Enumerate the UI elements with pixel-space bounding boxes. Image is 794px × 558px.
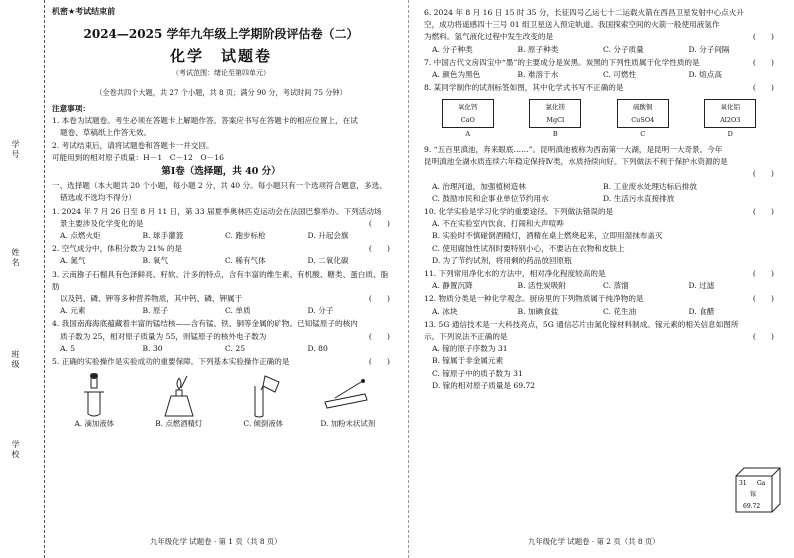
alcohol-lamp-icon (157, 372, 201, 418)
exam-info: （全卷共四个大题，共 27 个小题，共 8 页；满分 90 分，考试时间 75 分钟） (95, 87, 347, 97)
option: B. 30 (142, 343, 163, 353)
notes-heading: 注意事项： (52, 104, 90, 114)
section-desc (52, 180, 390, 204)
reagent-name: 氧化铝 (720, 103, 740, 112)
question-8 (424, 82, 774, 140)
option: A. 镓的原子序数为 31 (432, 344, 508, 354)
option: A. 元素 (60, 306, 86, 316)
option: C. 跑步标枪 (225, 231, 266, 241)
option: B. 活性炭吸附 (517, 281, 566, 291)
option-letter: A (465, 129, 471, 138)
lab-figure-b (145, 372, 213, 430)
option: A. 颜色为黑色 (432, 70, 481, 80)
note-line: 2. 考试结束后，请将试题卷和答题卡一并交回。 (52, 140, 214, 150)
question-2 (52, 243, 390, 267)
reagent-name: 硫酸铜 (633, 103, 653, 112)
reagent-formula: Al2O3 (720, 115, 741, 124)
section-desc-line: 一、选择题（本大题共 20 个小题，每小题 2 分，共 40 分。每小题只有一个选项符合题意，多选、 (52, 181, 387, 191)
option: A. 治理河道，加强植树造林 (432, 181, 526, 191)
stem-line: 4. 我国南海海底蕴藏着丰富的锰结核——含有锰、铁、铜等金属的矿物。已知锰原子的核内 (52, 319, 358, 329)
answer-paren: ( ) (368, 218, 390, 228)
option: D. 熔点高 (688, 70, 722, 80)
answer-paren: ( ) (368, 294, 390, 304)
stem-line: 6. 2024 年 8 月 16 日 15 时 35 分，长征四号乙运七十二运载火箭在西昌卫星发射中心点火升 (424, 8, 744, 17)
question-11 (424, 268, 774, 292)
answer-paren: ( ) (752, 57, 774, 67)
option: A. 不在实验室内饮食、打闹和大声喧哗 (432, 219, 564, 229)
option: C. 蒸馏 (603, 281, 629, 291)
exam-title: 2024—2025 学年九年级上学期阶段评估卷（二） (83, 27, 359, 42)
stem-line: 空，成功将遥感四十三号 01 组卫星送入预定轨道。我国探索空间的火箭一般使用液氢作 (424, 20, 720, 30)
lab-figure-a (60, 372, 128, 430)
option: B. 难溶于水 (517, 70, 559, 80)
option: B. 加碘食盐 (517, 306, 559, 316)
option: B. 镓属于非金属元素 (432, 356, 504, 366)
lab-figure-c (229, 372, 297, 430)
section-desc-line: 错选或不选均不得分） (60, 193, 136, 203)
reagent-labels (424, 97, 774, 140)
option: C. 分子质量 (603, 44, 644, 54)
margin-label-student-id: 学号 (11, 140, 20, 160)
stem-line: 11. 下列常用净化水的方法中，相对净化程度较高的是 (424, 269, 606, 279)
answer-paren: ( ) (752, 332, 774, 342)
answer-paren: ( ) (752, 269, 774, 279)
option-letter: C (640, 129, 646, 138)
option: A. 5 (60, 343, 76, 353)
option: D. 二氧化碳 (307, 256, 349, 266)
option: D. 分子 (307, 306, 334, 316)
reagent-formula: CuSO4 (631, 115, 655, 124)
stem-line: 2. 空气成分中，体积分数为 21% 的是 (52, 244, 183, 254)
stem-line: 景主要涉及化学变化的是 (60, 218, 144, 228)
reagent-name: 氯化镁 (545, 103, 565, 112)
note-line: 1. 本卷为试题卷。考生必须在答题卡上解题作答。答案应书写在答题卡的相应位置上，在试 (52, 116, 358, 126)
question-6 (424, 7, 774, 56)
option: C. 使用腐蚀性试剂时要特别小心，不要沾在衣物和皮肤上 (432, 243, 625, 253)
option: B. 原子 (142, 306, 169, 316)
section-title: 第Ⅰ卷（选择题，共 40 分） (161, 166, 281, 178)
answer-paren: ( ) (368, 331, 390, 341)
option: C. 鼓励市民和企事业单位节约用水 (432, 193, 549, 203)
option: D. 加粉末状试剂 (320, 419, 376, 429)
option: C. 可燃性 (603, 70, 637, 80)
powder-tube-icon (321, 372, 375, 418)
stem-line: 13. 5G 通信技术是一大科技亮点，5G 通信芯片由氮化镓材料制成。镓元素的相关信息如图所 (424, 319, 739, 329)
answer-paren: ( ) (752, 294, 774, 304)
option: B. 原子种类 (517, 44, 559, 54)
question-1 (52, 206, 390, 243)
option: C. 稀有气体 (225, 256, 266, 266)
stem-line: 为燃料。氢气液化过程中发生改变的是 (424, 32, 554, 42)
paper-subtitle: 化学 试题卷 (169, 47, 272, 66)
option: D. 食醋 (688, 306, 715, 316)
element-cell-icon (734, 466, 782, 514)
binding-margin (0, 0, 45, 558)
option: A. 滴加液体 (74, 419, 115, 429)
footer-left: 九年级化学 试题卷 · 第 1 页（共 8 页） (150, 537, 282, 546)
stem-line: 9. “五百里滇池，奔来眼底……”。昆明滇池被称为西南第一大湖，是昆明一大奇景。今年 (424, 145, 723, 155)
pouring-liquid-icon (241, 372, 285, 418)
reagent-label-d (704, 97, 756, 140)
option: D. 镓的相对原子质量是 69.72 (432, 380, 536, 390)
option: B. 工业废水处理达标后排放 (603, 181, 697, 191)
dropper-tube-icon (74, 372, 114, 418)
atomic-mass: 69.72 (743, 503, 761, 510)
question-10 (424, 206, 774, 267)
question-3 (52, 269, 390, 318)
element-name: 镓 (750, 491, 757, 498)
option: B. 实验时不慎碰倒酒精灯，酒精在桌上燃烧起来，立即用湿抹布盖灭 (432, 231, 663, 241)
option: D. 生活污水直接排放 (603, 193, 675, 203)
lab-figure-d (314, 372, 382, 430)
reagent-formula: CaO (460, 115, 475, 124)
option: D. 过滤 (688, 281, 715, 291)
margin-label-class: 班级 (11, 350, 20, 370)
reagent-label-a (442, 97, 494, 140)
option: B. 球手灌篮 (142, 231, 184, 241)
stem-line: 以及钙、磷、钾等多种营养物质，其中钙、磷、钾属于 (60, 294, 243, 304)
right-page (424, 6, 774, 393)
answer-paren: ( ) (368, 244, 390, 254)
question-9 (424, 144, 774, 205)
note-line: 可能用到的相对原子质量：H－1 C－12 O－16 (52, 152, 224, 162)
option: A. 静置沉降 (432, 281, 473, 291)
option: D. 分子间隔 (688, 44, 730, 54)
note-line: 题卷、草稿纸上作答无效。 (60, 128, 152, 138)
footer-right: 九年级化学 试题卷 · 第 2 页（共 8 页） (528, 537, 660, 546)
option: B. 点燃酒精灯 (155, 419, 203, 429)
stem-line: 10. 化学实验是学习化学的重要途径。下列做法错误的是 (424, 207, 614, 217)
stem-line: 12. 物质分类是一种化学观念。厨房里的下列物质属于纯净物的是 (424, 294, 644, 304)
option: A. 氮气 (60, 256, 86, 266)
question-5 (52, 356, 390, 430)
question-12 (424, 293, 774, 317)
answer-paren: ( ) (752, 32, 774, 42)
option: A. 点燃火炬 (60, 231, 101, 241)
question-4 (52, 318, 390, 355)
atomic-number: 31 (739, 480, 747, 487)
center-fold (408, 0, 409, 558)
option: D. 80 (307, 343, 328, 353)
option: A. 冰块 (432, 306, 458, 316)
reagent-formula: MgCl (546, 115, 565, 124)
stem-line: 7. 中国古代文房四宝中“墨”的主要成分是炭黑。炭黑的下列性质属于化学性质的是 (424, 57, 700, 67)
stem-line: 示。下列说法不正确的是 (424, 332, 508, 342)
option: C. 25 (225, 343, 246, 353)
option: D. 升起会旗 (307, 231, 349, 241)
answer-paren: ( ) (368, 357, 390, 367)
secret-mark: 机密★考试结束前 (52, 7, 116, 16)
element-symbol: Ga (757, 480, 766, 487)
option: C. 倾倒液体 (243, 419, 284, 429)
reagent-label-c (617, 97, 669, 140)
option: B. 氧气 (142, 256, 169, 266)
option: D. 为了节约试剂，将用剩的药品放回原瓶 (432, 255, 572, 265)
stem-line: 5. 正确的实验操作是实验成功的重要保障。下列基本实验操作正确的是 (52, 357, 290, 367)
stem-line: 3. 云南猕子石榴具有色泽鲜亮、籽软、汁多的特点，含有丰富的维生素、有机酸、糖类、蛋白质、脂肪 (52, 269, 389, 291)
left-page (52, 6, 390, 431)
option: C. 单质 (225, 306, 251, 316)
stem-line: 质子数为 25，相对原子质量为 55，则锰原子的核外电子数为 (60, 331, 267, 341)
reagent-label-b (529, 97, 581, 140)
lab-figures (52, 372, 390, 430)
answer-paren: ( ) (752, 207, 774, 217)
option-letter: D (727, 129, 733, 138)
exam-scope: （考试范围：绪论至第四单元） (172, 68, 270, 77)
question-7 (424, 57, 774, 81)
option: A. 分子种类 (432, 44, 473, 54)
stem-line: 8. 某同学制作的试剂标签如图，其中化学式书写不正确的是 (424, 83, 624, 93)
option-letter: B (552, 129, 558, 138)
answer-paren: ( ) (752, 83, 774, 93)
stem-line: 昆明滇池全湖水质连续六年稳定保持Ⅳ类，水质持续向好。下列做法不利于保护水资源的是 (424, 157, 728, 167)
margin-label-name: 姓名 (11, 248, 20, 268)
option: C. 镓原子中的质子数为 31 (432, 368, 523, 378)
question-13 (424, 319, 774, 392)
reagent-name: 氧化钙 (458, 103, 478, 112)
stem-line: 1. 2024 年 7 月 26 日至 8 月 11 日，第 33 届夏季奥林匹克运动会在法国巴黎举办。下列活动场 (52, 206, 382, 216)
option: C. 花生油 (603, 306, 637, 316)
answer-paren: ( ) (752, 169, 774, 179)
margin-label-school: 学校 (11, 440, 20, 460)
